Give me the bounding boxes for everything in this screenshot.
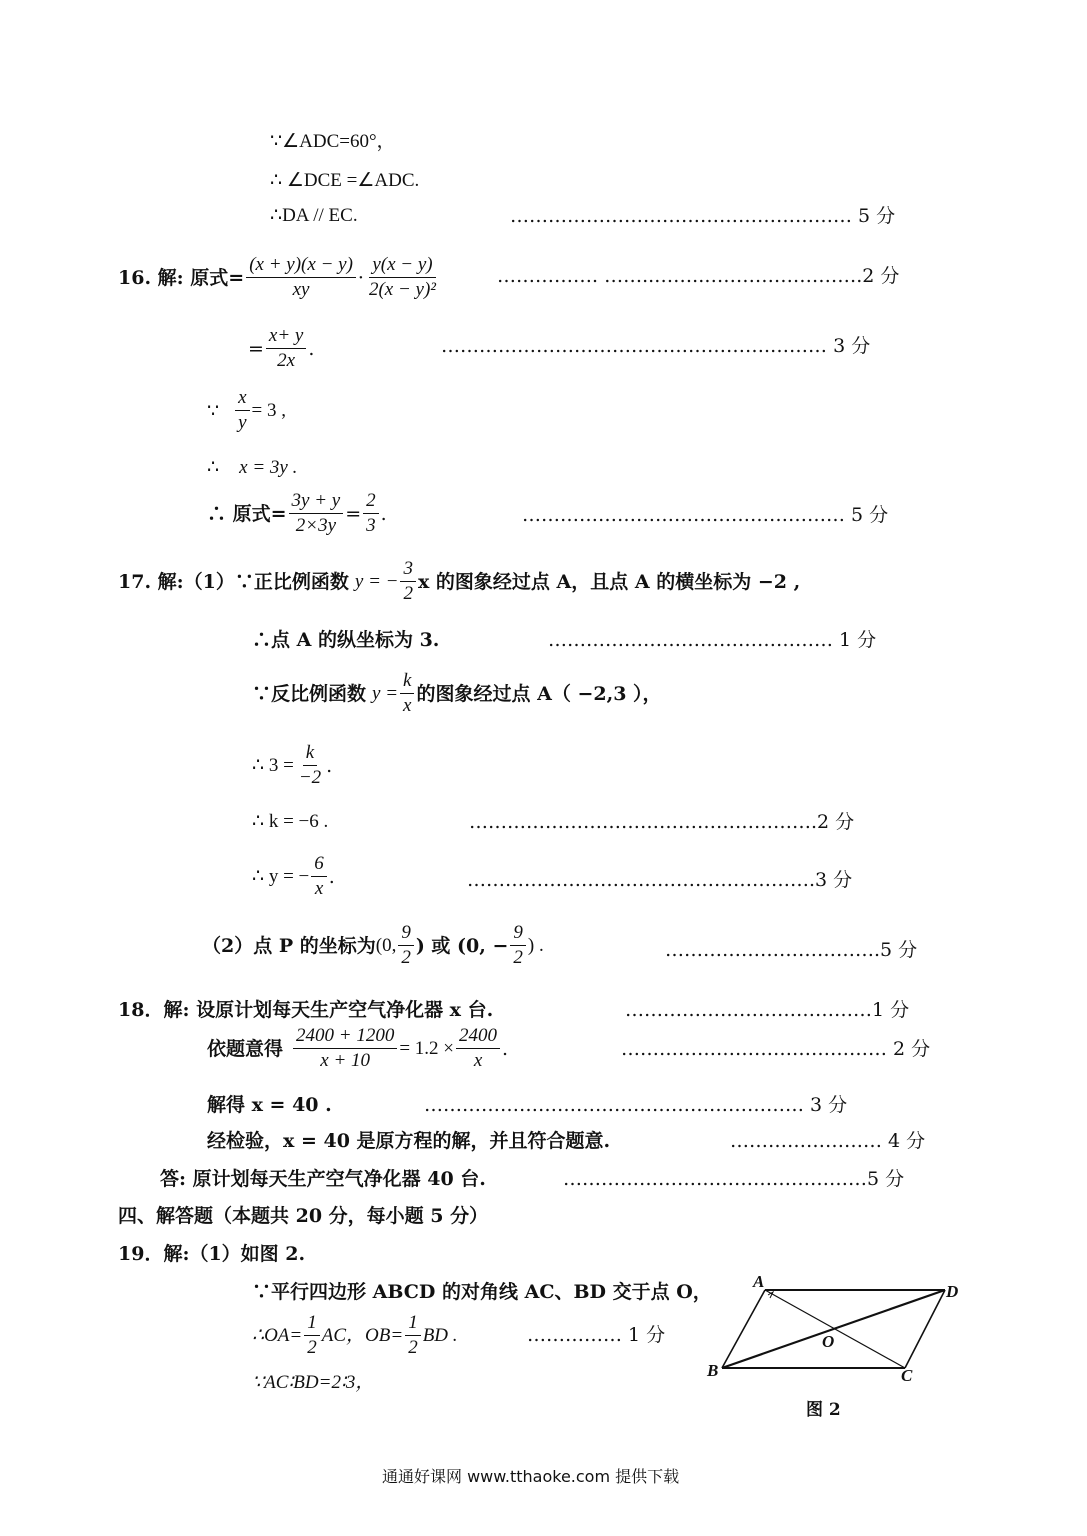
q17-line-3	[252, 670, 662, 717]
q17-label: 17. 解:（1）∵正比例函数	[118, 570, 349, 593]
equation: ∴ y = −	[252, 865, 310, 887]
fraction: $\frac{3y + y}{2\times 3y}$	[289, 490, 344, 537]
fraction: $\frac{k}{x}$	[400, 670, 414, 717]
q18-answer: 答: 原计划每天生产空气净化器 40 台.	[160, 1168, 486, 1190]
proof-line-1: ∵∠ADC=60°，	[270, 131, 396, 152]
score-dots: ……………………………………………….3 分	[467, 869, 853, 891]
score-dots: …………………………………1 分	[625, 999, 910, 1021]
equation: y =	[372, 682, 399, 704]
q18-line-3: 解得 x = 40 .	[207, 1094, 332, 1116]
because-symbol: ∵	[207, 399, 220, 422]
proof-line-3: ∴DA // EC.	[270, 205, 358, 226]
equation: ) .	[527, 934, 544, 956]
fraction: $\frac{9}{2}$	[510, 922, 526, 969]
equation: (0,	[375, 934, 397, 956]
q16-line-2	[248, 325, 314, 372]
fraction: $\frac{6}{x}$	[311, 853, 327, 900]
fraction: $\frac{9}{2}$	[398, 922, 414, 969]
fraction: $\frac{2}{3}$	[363, 490, 379, 537]
q17-line-4	[252, 742, 332, 789]
fraction: $\frac{k}{-2}$	[298, 742, 322, 788]
score-dots: ……………………………………… 1 分	[548, 629, 877, 651]
proof-line-2: ∴ ∠DCE =∠ADC.	[270, 170, 420, 191]
q19-line-2: ∵平行四边形 ABCD 的对角线 AC、BD 交于点 O，	[252, 1281, 712, 1303]
q17-text: 的图象经过点 A（ −2,3 ），	[416, 682, 662, 705]
q16-line-1	[118, 254, 441, 301]
score-dots: …………… 1 分	[527, 1324, 666, 1346]
fraction: $\frac{x+ y}{2x}$	[266, 325, 306, 372]
q16-line-3	[207, 387, 286, 434]
equation: y = −	[354, 570, 399, 592]
equals: =	[345, 502, 362, 525]
q17-line-1	[118, 558, 800, 605]
period: .	[308, 337, 315, 360]
q18-line-1: 18．解: 设原计划每天生产空气净化器 x 台.	[118, 999, 494, 1021]
fraction: $\frac{x}{y}$	[235, 387, 249, 434]
vertex-label-D: D	[946, 1282, 959, 1301]
center-label-O: O	[822, 1332, 835, 1351]
equation: ∵AC∶BD=2∶3，	[252, 1372, 375, 1393]
period: .	[380, 502, 387, 525]
fraction: $\frac{1}{2}$	[304, 1312, 320, 1359]
dot-operator: ·	[357, 266, 364, 289]
figure-caption: 图 2	[806, 1400, 841, 1420]
q19-line-3	[252, 1312, 458, 1359]
q19-line-4	[252, 1370, 374, 1395]
equation: ∴OA=	[252, 1324, 303, 1346]
score-dots: …………………………………………………… 3 分	[424, 1094, 848, 1116]
q17-text: （2）点 P 的坐标为	[202, 934, 376, 957]
section-title: 四、解答题（本题共 20 分，每小题 5 分）	[118, 1205, 489, 1227]
q18-line-4: 经检验，x = 40 是原方程的解，并且符合题意.	[207, 1130, 611, 1152]
final-label: ∴ 原式=	[207, 502, 287, 525]
therefore-symbol: ∴	[207, 456, 220, 478]
equation: AC，OB=	[321, 1324, 404, 1346]
equation: BD .	[422, 1324, 458, 1346]
period: .	[326, 754, 333, 777]
score-dots: …………………………….5 分	[665, 939, 918, 961]
score-dots: …………………… 4 分	[730, 1130, 926, 1152]
score-dots: …………………………………………….……… 3 分	[441, 335, 871, 357]
q16-line-4	[207, 455, 297, 480]
q19-line-1: 19．解:（1）如图 2.	[118, 1243, 306, 1265]
vertex-label-B: B	[707, 1361, 719, 1380]
vertex-label-A: A	[753, 1272, 765, 1291]
score-dots: ……………. ……..……..…………………….2 分	[497, 265, 900, 287]
equation: ) 或 (0, −	[415, 934, 509, 957]
period: .	[502, 1037, 509, 1060]
score-dots: …………………………………………… 5 分	[522, 504, 889, 526]
fraction: $\frac{1}{2}$	[405, 1312, 421, 1359]
fraction: $\frac{2400 + 1200}{x + 10}$	[293, 1025, 397, 1072]
score-dots: …………………………………………5 分	[563, 1168, 905, 1190]
equation: ∴ 3 =	[252, 754, 294, 776]
vertex-label-C: C	[901, 1366, 913, 1385]
equals: =	[248, 337, 264, 360]
q17-part2	[202, 922, 544, 969]
footer-text: 通通好课网 www.tthaoke.com 提供下载	[382, 1467, 680, 1486]
q17-line-6	[252, 853, 335, 900]
fraction: $\frac{(x + y)(x - y)}{xy}$	[246, 254, 356, 301]
q16-line-5	[207, 490, 387, 537]
fraction: $\frac{3}{2}$	[400, 558, 416, 605]
fraction: $\frac{2400}{x}$	[456, 1025, 500, 1072]
score-dots: ……………………………………………….2 分	[469, 811, 855, 833]
period: .	[328, 865, 335, 888]
score-dots: ……………………………………………… 5 分	[510, 205, 896, 227]
equation: x = 3y .	[239, 457, 298, 478]
q18-text: 依题意得	[207, 1037, 284, 1060]
score-dots: …………………………………… 2 分	[621, 1038, 931, 1060]
q17-text: x 的图象经过点 A，且点 A 的横坐标为 −2 ,	[417, 570, 801, 593]
q16-label: 16. 解: 原式=	[118, 266, 245, 289]
equation-tail: = 3 ,	[251, 399, 286, 421]
fraction: $\frac{y(x - y)}{\text{2(x − y)²}}$	[368, 254, 436, 300]
q17-text: ∵反比例函数	[252, 682, 367, 705]
q17-line-2: ∴点 A 的纵坐标为 3.	[252, 629, 440, 651]
equation: = 1.2 ×	[399, 1037, 455, 1059]
q17-line-5: ∴ k = −6 .	[252, 811, 329, 832]
q18-line-2	[207, 1025, 508, 1072]
